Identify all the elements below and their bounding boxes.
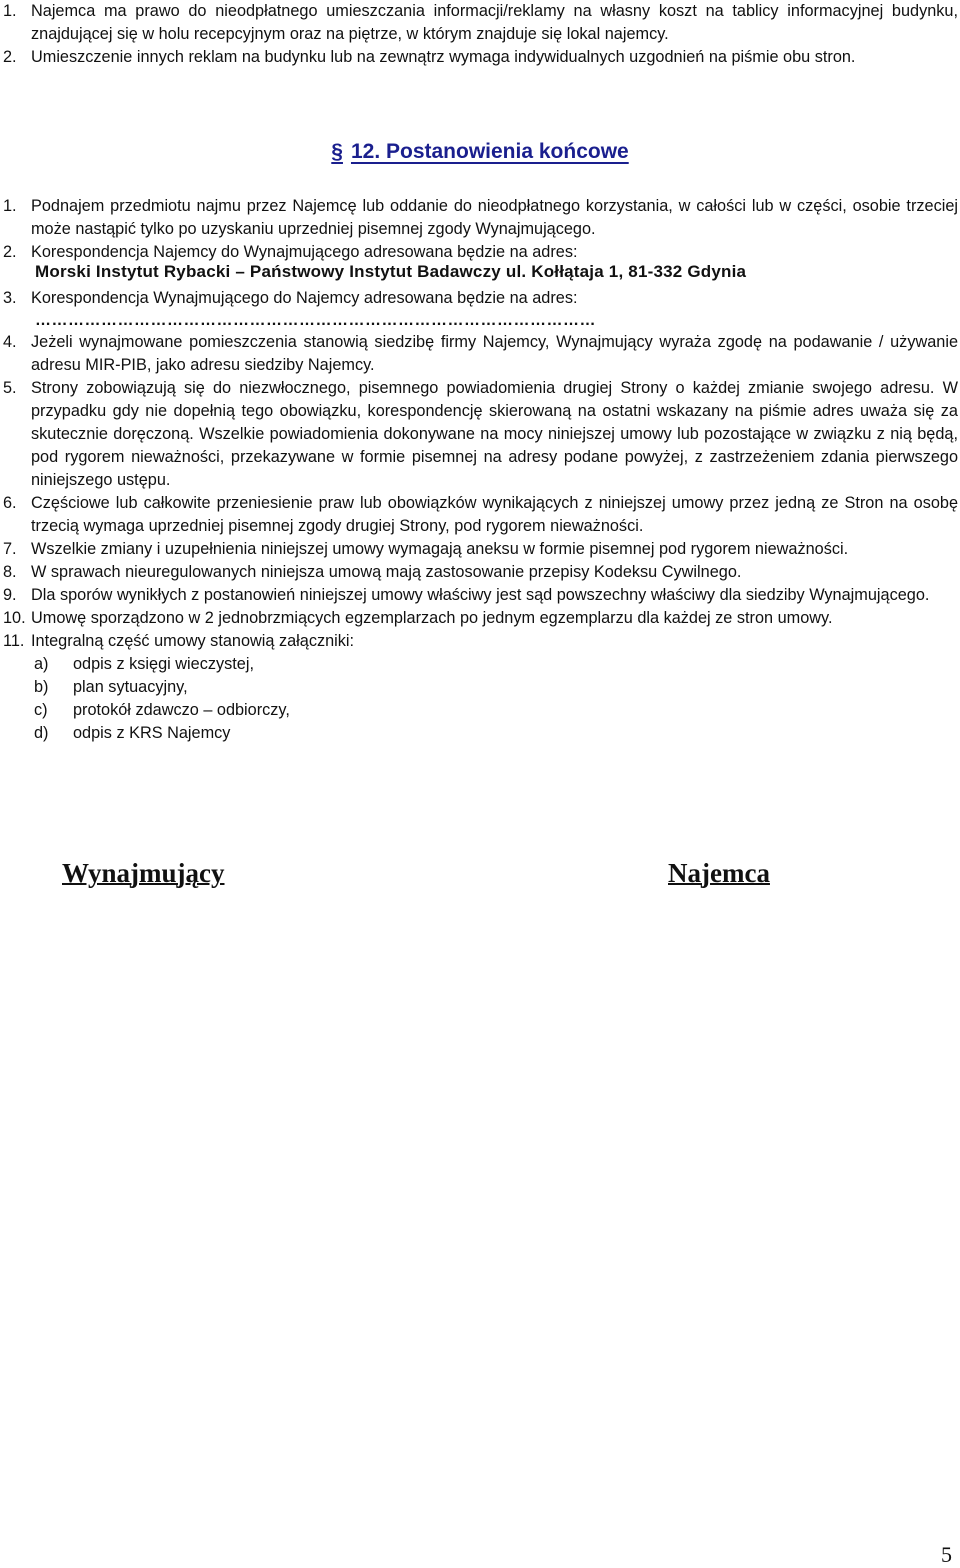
item-text: Strony zobowiązują się do niezwłocznego, pisemnego powiadomienia drugiej Strony o każdej zmianie swojego adresu. W przypadku gdy nie dopełnią tego obowiązku, korespondencję skierowaną na ostatni wskazany na piśmie adres uważa się za skutecznie doręczoną. Wszelkie powiadomienia dokonywane na mocy niniejszej umowy lub pozostające w związku z nią będą, pod rygorem nieważności, przekazywane w formie pisemnej na adresy podane powyżej, z zastrzeżeniem zdania pierwszego niniejszego ustępu. xyxy=(31,379,958,489)
item-text: Integralną część umowy stanowią załączniki: xyxy=(31,632,355,650)
item-text: Umowę sporządzono w 2 jednobrzmiących egzemplarzach po jednym egzemplarzu dla każdej ze stron umowy. xyxy=(31,609,833,627)
list-item xyxy=(3,46,958,69)
item-number: 4. xyxy=(3,333,17,351)
attachment-item xyxy=(3,699,958,722)
attachment-text: odpis z księgi wieczystej, xyxy=(73,655,254,673)
section-heading xyxy=(0,140,960,164)
attachment-item xyxy=(3,653,958,676)
list-item xyxy=(3,492,958,538)
section-12-intro xyxy=(3,195,958,264)
list-item xyxy=(3,287,958,310)
list-item xyxy=(3,0,958,46)
page-number: 5 xyxy=(941,1542,952,1567)
list-item xyxy=(3,241,958,264)
item-number: 5. xyxy=(3,379,17,397)
institute-address: Morski Instytut Rybacki – Państwowy Instytut Badawczy ul. Kołłątaja 1, 81-332 Gdynia xyxy=(35,262,747,281)
section-11-end xyxy=(3,0,958,69)
attachment-item xyxy=(3,676,958,699)
list-item xyxy=(3,584,958,607)
signature-lessee: Najemca xyxy=(668,858,770,888)
item-number: 10. xyxy=(3,609,26,627)
item-number: 1. xyxy=(3,2,17,20)
list-item xyxy=(3,538,958,561)
item-text: Korespondencja Najemcy do Wynajmującego adresowana będzie na adres: xyxy=(31,243,578,261)
item-number: 11. xyxy=(3,632,25,650)
item-text: Jeżeli wynajmowane pomieszczenia stanowią siedzibę firmy Najemcy, Wynajmujący wyraża zgodę na podawanie / używanie adresu MIR-PIB, jako adresu siedziby Najemcy. xyxy=(31,333,958,374)
item-3-block xyxy=(3,287,958,310)
item-text: Wszelkie zmiany i uzupełnienia niniejszej umowy wymagają aneksu w formie pisemnej pod rygorem nieważności. xyxy=(31,540,849,558)
item-number: 8. xyxy=(3,563,17,581)
attachment-letter: d) xyxy=(34,724,49,742)
attachment-text: odpis z KRS Najemcy xyxy=(73,724,231,742)
paragraph-sign: § xyxy=(331,140,343,163)
item-text: Umieszczenie innych reklam na budynku lub na zewnątrz wymaga indywidualnych uzgodnień na piśmie obu stron. xyxy=(31,48,856,66)
section-title: 12. Postanowienia końcowe xyxy=(350,140,629,163)
item-number: 6. xyxy=(3,494,17,512)
list-item xyxy=(3,561,958,584)
item-number: 2. xyxy=(3,243,17,261)
item-text: W sprawach nieuregulowanych niniejsza umową mają zastosowanie przepisy Kodeksu Cywilnego. xyxy=(31,563,742,581)
attachment-item xyxy=(3,722,958,745)
item-number: 9. xyxy=(3,586,17,604)
attachment-letter: c) xyxy=(34,701,48,719)
signature-lessor: Wynajmujący xyxy=(62,858,225,888)
list-item xyxy=(3,377,958,492)
list-item xyxy=(3,331,958,377)
item-number: 7. xyxy=(3,540,17,558)
attachment-letter: b) xyxy=(34,678,49,696)
attachment-text: protokół zdawczo – odbiorczy, xyxy=(73,701,290,719)
section-12-items xyxy=(3,331,958,745)
address-placeholder-dots: ………………………………………………………………………………………… xyxy=(35,312,596,329)
item-text: Częściowe lub całkowite przeniesienie praw lub obowiązków wynikających z niniejszej umowy przez jedną ze Stron na osobę trzecią wymaga uprzedniej pisemnej zgody drugiej Strony, pod rygorem nieważności. xyxy=(31,494,958,535)
attachment-letter: a) xyxy=(34,655,49,673)
list-item xyxy=(3,195,958,241)
item-text: Dla sporów wynikłych z postanowień niniejszej umowy właściwy jest sąd powszechny właściwy dla siedziby Wynajmującego. xyxy=(31,586,930,604)
item-number: 1. xyxy=(3,197,17,215)
item-text: Najemca ma prawo do nieodpłatnego umieszczania informacji/reklamy na własny koszt na tablicy informacyjnej budynku, znajdującej się w holu recepcyjnym oraz na piętrze, w którym znajduje się lokal najemcy. xyxy=(31,2,958,43)
list-item xyxy=(3,607,958,630)
item-text: Podnajem przedmiotu najmu przez Najemcę lub oddanie do nieodpłatnego korzystania, w całości lub w części, osobie trzeciej może nastąpić tylko po uzyskaniu uprzedniej pisemnej zgody Wynajmującego. xyxy=(31,197,958,238)
list-item xyxy=(3,630,958,653)
item-number: 2. xyxy=(3,48,17,66)
attachment-text: plan sytuacyjny, xyxy=(73,678,188,696)
item-number: 3. xyxy=(3,289,17,307)
item-text: Korespondencja Wynajmującego do Najemcy adresowana będzie na adres: xyxy=(31,289,578,307)
